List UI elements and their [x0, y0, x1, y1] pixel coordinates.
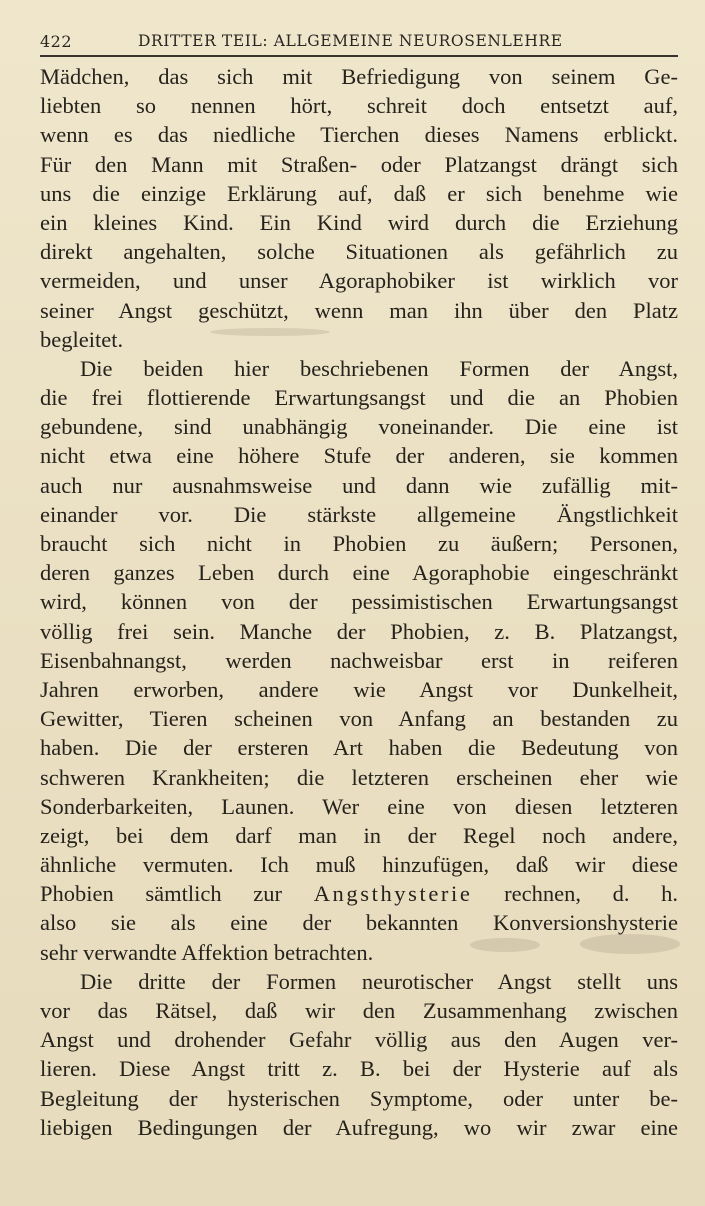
- text-line: schweren Krankheiten; die letzteren erscheinen eher wie: [40, 764, 678, 790]
- text-line: vermeiden, und unser Agoraphobiker ist wirklich vor: [40, 268, 678, 294]
- text-line: wenn es das niedliche Tierchen dieses Namens erblickt.: [40, 122, 678, 148]
- text-line: Für den Mann mit Straßen- oder Platzangst drängt sich: [40, 151, 678, 177]
- text-line: gebundene, sind unabhängig voneinander. Die eine ist: [40, 414, 678, 440]
- text-line: liebigen Bedingungen der Aufregung, wo wir zwar eine: [40, 1114, 678, 1140]
- text-line: auch nur ausnahmsweise und dann wie zufällig mit-: [40, 472, 678, 498]
- text-line: ähnliche vermuten. Ich muß hinzufügen, daß wir diese: [40, 852, 678, 878]
- running-head: DRITTER TEIL: ALLGEMEINE NEUROSENLEHRE: [138, 32, 563, 50]
- page-header: [40, 32, 678, 54]
- text-line: liebten so nennen hört, schreit doch entsetzt auf,: [40, 93, 678, 119]
- text-line: also sie als eine der bekannten Konversionshysterie: [40, 910, 678, 936]
- text-line: seiner Angst geschützt, wenn man ihn über den Platz: [40, 297, 678, 323]
- text-segment: Phobien sämtlich zur: [40, 881, 283, 907]
- ink-smudge: [580, 934, 680, 954]
- text-line: deren ganzes Leben durch eine Agoraphobie eingeschränkt: [40, 560, 678, 586]
- text-line: die frei flottierende Erwartungsangst und die an Phobien: [40, 385, 678, 411]
- text-line: begleitet.: [40, 326, 124, 352]
- text-line: vor das Rätsel, daß wir den Zusammenhang zwischen: [40, 998, 678, 1023]
- text-line: Die dritte der Formen neurotischer Angst stellt uns: [80, 968, 678, 994]
- text-line: wird, können von der pessimistischen Erwartungsangst: [40, 589, 678, 615]
- text-line: sehr verwandte Affektion betrachten.: [40, 939, 374, 965]
- text-line: Die beiden hier beschriebenen Formen der Angst,: [80, 355, 678, 381]
- header-rule: [40, 55, 678, 57]
- text-line: haben. Die der ersteren Art haben die Bedeutung von: [40, 735, 678, 761]
- text-line: Begleitung der hysterischen Symptome, oder unter be-: [40, 1085, 678, 1111]
- text-line: Eisenbahnangst, werden nachweisbar erst in reiferen: [40, 647, 678, 673]
- text-line: direkt angehalten, solche Situationen als gefährlich zu: [40, 239, 678, 265]
- text-line: Jahren erworben, andere wie Angst vor Dunkelheit,: [40, 676, 678, 702]
- text-line: Angst und drohender Gefahr völlig aus den Augen ver-: [40, 1027, 678, 1053]
- text-line: braucht sich nicht in Phobien zu äußern; Personen,: [40, 531, 678, 556]
- ink-smudge: [470, 938, 540, 952]
- body-text: [40, 62, 678, 1142]
- text-line: nicht etwa eine höhere Stufe der anderen, sie kommen: [40, 443, 678, 469]
- text-line: [40, 879, 678, 908]
- text-line: Mädchen, das sich mit Befriedigung von seinem Ge-: [40, 64, 678, 89]
- text-line: Sonderbarkeiten, Launen. Wer eine von diesen letzteren: [40, 793, 678, 819]
- text-line: Gewitter, Tieren scheinen von Anfang an bestanden zu: [40, 706, 678, 732]
- text-line: uns die einzige Erklärung auf, daß er sich benehme wie: [40, 180, 678, 206]
- emphasized-term: Angsthysterie: [313, 881, 473, 907]
- ink-smudge: [210, 328, 330, 336]
- text-segment: rechnen, d. h.: [504, 881, 679, 907]
- page-number: 422: [40, 32, 73, 51]
- text-line: völlig frei sein. Manche der Phobien, z. B. Platzangst,: [40, 618, 678, 644]
- text-line: einander vor. Die stärkste allgemeine Ängstlichkeit: [40, 501, 678, 527]
- text-line: zeigt, bei dem darf man in der Regel noch andere,: [40, 822, 678, 848]
- text-line: lieren. Diese Angst tritt z. B. bei der Hysterie auf als: [40, 1056, 678, 1082]
- text-line: ein kleines Kind. Ein Kind wird durch die Erziehung: [40, 209, 678, 235]
